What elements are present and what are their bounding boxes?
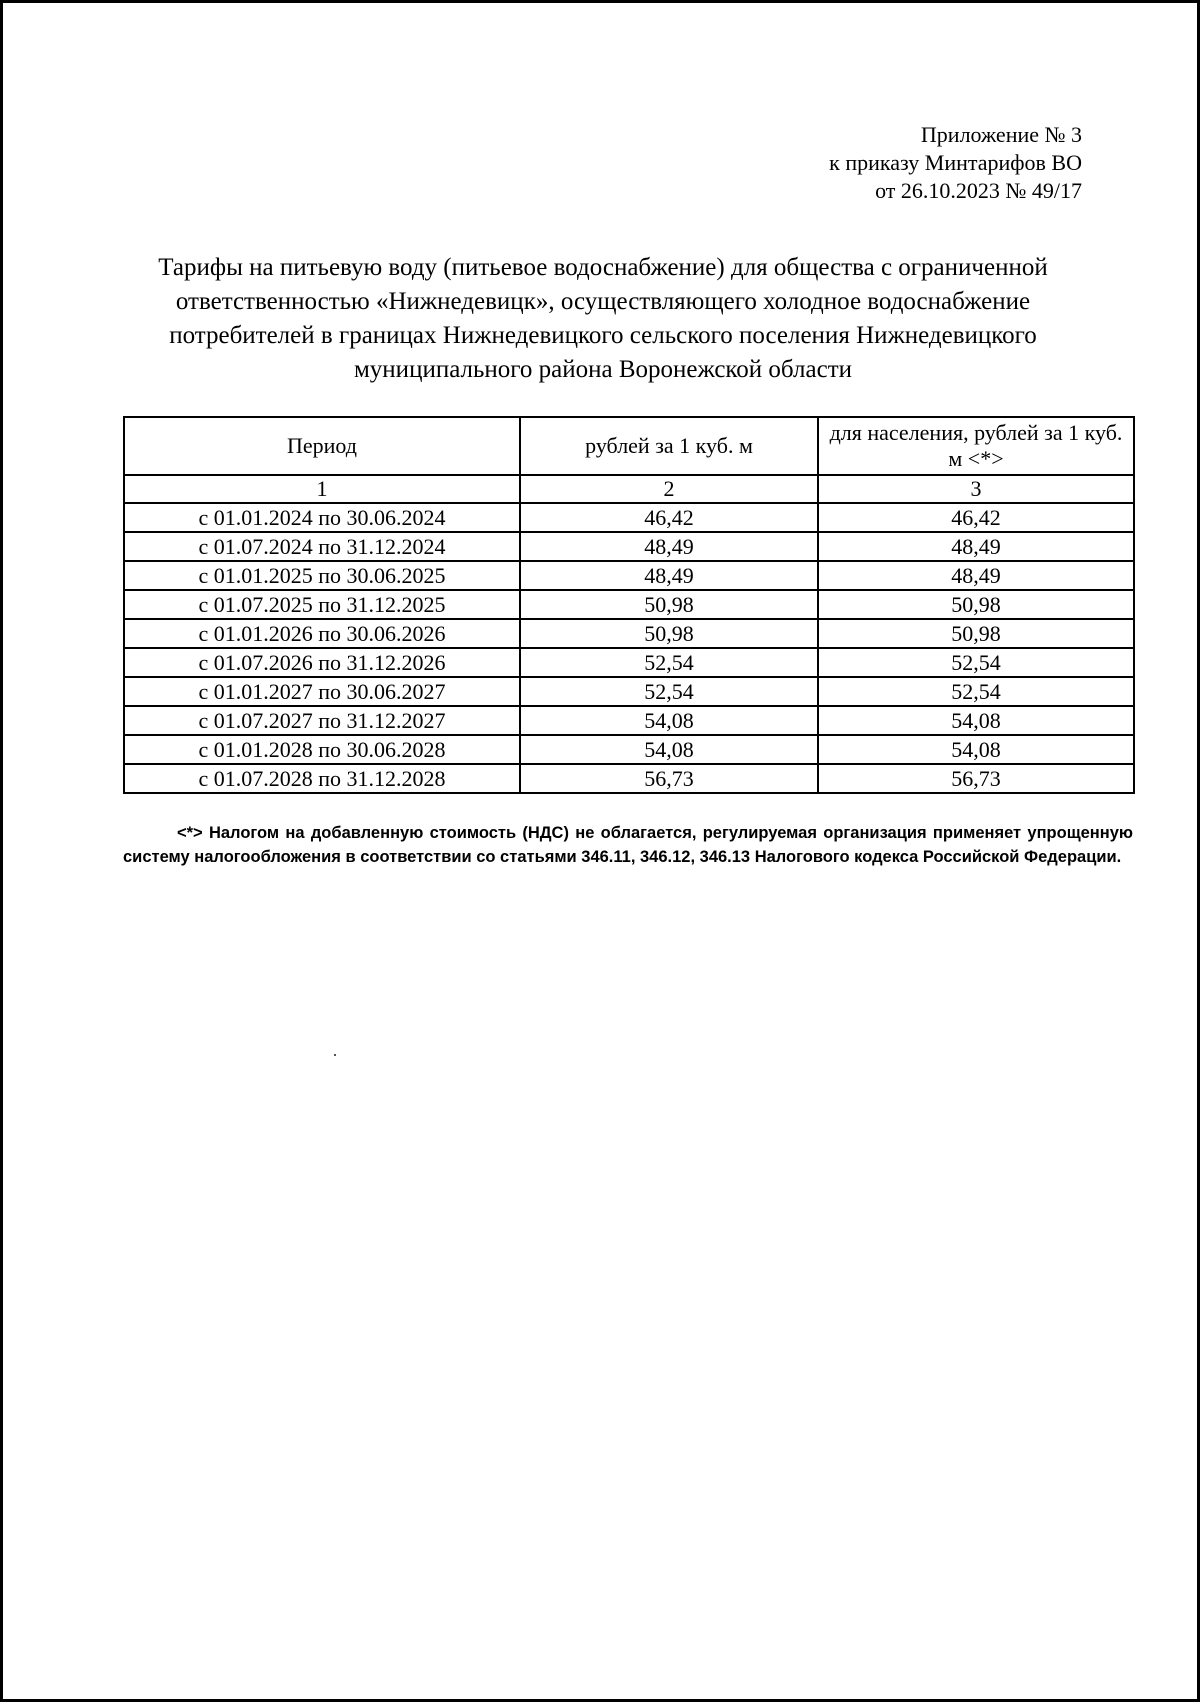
table-row [124,532,1134,561]
column-number: 2 [520,475,818,503]
column-number: 1 [124,475,520,503]
table-row [124,619,1134,648]
period-cell: с 01.07.2024 по 31.12.2024 [124,532,520,561]
appendix-reference [829,121,1082,205]
table-row [124,590,1134,619]
rate-cell: 52,54 [520,648,818,677]
header-rate: рублей за 1 куб. м [520,417,818,475]
appendix-date: от 26.10.2023 № 49/17 [875,178,1082,203]
period-cell: с 01.07.2026 по 31.12.2026 [124,648,520,677]
population-rate-cell: 54,08 [818,706,1134,735]
table-row [124,677,1134,706]
population-rate-cell: 48,49 [818,561,1134,590]
table-header-row [124,417,1134,475]
header-population-rate: для населения, рублей за 1 куб. м <*> [818,417,1134,475]
population-rate-cell: 54,08 [818,735,1134,764]
population-rate-cell: 52,54 [818,648,1134,677]
tax-footnote: <*> Налогом на добавленную стоимость (НДС) не облагается, регулируемая организация применяет упрощенную систему налогообложения в соответствии со статьями 346.11, 346.12, 346.13 Налогового кодекса Российской Федерации. [123,824,1133,866]
table-row [124,706,1134,735]
period-cell: с 01.07.2028 по 31.12.2028 [124,764,520,793]
table-row [124,561,1134,590]
header-period: Период [124,417,520,475]
period-cell: с 01.07.2025 по 31.12.2025 [124,590,520,619]
rate-cell: 56,73 [520,764,818,793]
scan-speck [334,1054,336,1056]
population-rate-cell: 56,73 [818,764,1134,793]
table-row [124,503,1134,532]
rate-cell: 48,49 [520,561,818,590]
rate-cell: 54,08 [520,735,818,764]
period-cell: с 01.01.2024 по 30.06.2024 [124,503,520,532]
column-number: 3 [818,475,1134,503]
column-number-row [124,475,1134,503]
rate-cell: 52,54 [520,677,818,706]
tariff-table [123,416,1135,794]
table-row [124,648,1134,677]
period-cell: с 01.01.2028 по 30.06.2028 [124,735,520,764]
appendix-order: к приказу Минтарифов ВО [829,150,1082,175]
rate-cell: 48,49 [520,532,818,561]
table-row [124,764,1134,793]
table-row [124,735,1134,764]
rate-cell: 54,08 [520,706,818,735]
rate-cell: 50,98 [520,590,818,619]
rate-cell: 50,98 [520,619,818,648]
rate-cell: 46,42 [520,503,818,532]
population-rate-cell: 50,98 [818,590,1134,619]
appendix-number: Приложение № 3 [920,122,1082,147]
population-rate-cell: 48,49 [818,532,1134,561]
period-cell: с 01.01.2027 по 30.06.2027 [124,677,520,706]
period-cell: с 01.07.2027 по 31.12.2027 [124,706,520,735]
period-cell: с 01.01.2026 по 30.06.2026 [124,619,520,648]
period-cell: с 01.01.2025 по 30.06.2025 [124,561,520,590]
population-rate-cell: 50,98 [818,619,1134,648]
population-rate-cell: 52,54 [818,677,1134,706]
document-title: Тарифы на питьевую воду (питьевое водоснабжение) для общества с ограниченной ответственностью «Нижнедевицк», осуществляющего холодное водоснабжение потребителей в границах Нижнедевицкого сельского поселения Нижнедевицкого муниципального района Воронежской области [158,254,1048,383]
population-rate-cell: 46,42 [818,503,1134,532]
